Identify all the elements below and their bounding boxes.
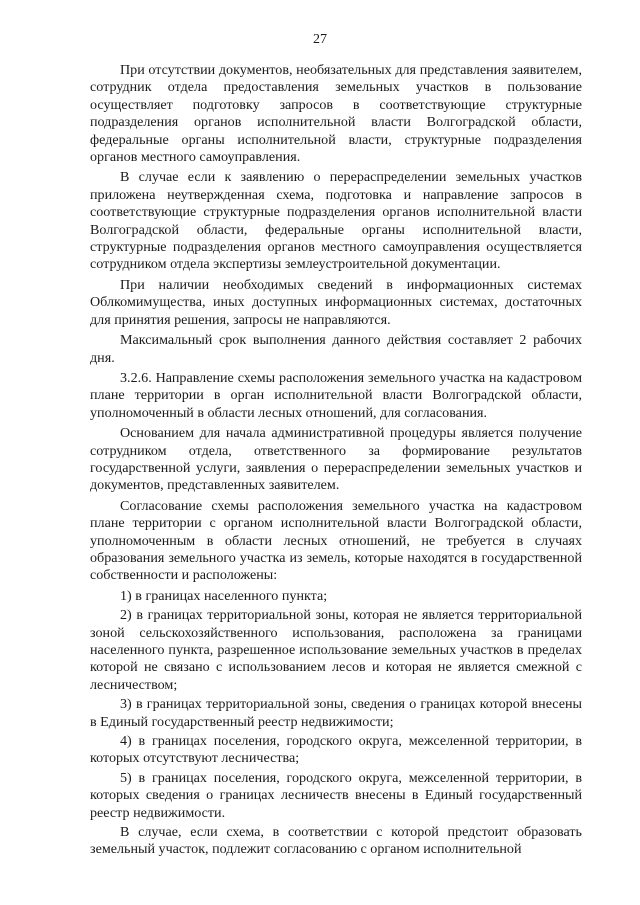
paragraph-missing-documents: При отсутствии документов, необязательных для представления заявителем, сотрудник отдела предоставления земельных участков в пользование осуществляет подготовку запросов в соответствующие структурные подразделения органов исполнительной власти Волгоградской области, федеральные органы исполнительной власти, структурные подразделения органов местного самоуправления. xyxy=(90,62,582,166)
paragraph-procedure-basis: Основанием для начала административной процедуры является получение сотрудником отдела, ответственного за формирование результатов государственной услуги, заявления о перераспределении земельных участков и документов, представленных заявителем. xyxy=(90,425,582,494)
paragraph-approval-not-required: Согласование схемы расположения земельного участка на кадастровом плане территории с органом исполнительной власти Волгоградской области, уполномоченным в области лесных отношений, не требуется в случаях образования земельного участка из земель, которые находятся в государственной собственности и расположены: xyxy=(90,497,582,584)
list-item-5: 5) в границах поселения, городского округа, межселенной территории, в которых сведения о границах лесничеств внесены в Единый государственный реестр недвижимости. xyxy=(90,769,582,821)
paragraph-max-duration: Максимальный срок выполнения данного действия составляет 2 рабочих дня. xyxy=(90,332,582,366)
list-item-4: 4) в границах поселения, городского округа, межселенной территории, в которых отсутствуют лесничества; xyxy=(90,733,582,767)
paragraph-scheme-approval-case: В случае, если схема, в соответствии с которой предстоит образовать земельный участок, подлежит согласованию с органом исполнительной xyxy=(90,824,582,858)
list-item-1: 1) в границах населенного пункта; xyxy=(120,587,328,604)
list-item-2: 2) в границах территориальной зоны, которая не является территориальной зоной сельскохозяйственного использования, расположена за границами населенного пункта, разрешенное использование земельных участков в пределах которой не связано с использованием лесов и которая не является смежной с лесничеством; xyxy=(90,607,582,693)
document-body xyxy=(90,62,582,862)
page-number: 27 xyxy=(313,32,327,47)
list-item-3: 3) в границах территориальной зоны, сведения о границах которой внесены в Единый государственный реестр недвижимости; xyxy=(90,696,582,730)
section-3-2-6-heading: 3.2.6. Направление схемы расположения земельного участка на кадастровом плане территории в орган исполнительной власти Волгоградской области, уполномоченный в области лесных отношений, для согласования. xyxy=(90,369,582,421)
paragraph-information-systems: При наличии необходимых сведений в информационных системах Облкомимущества, иных доступных информационных системах, достаточных для принятия решения, запросы не направляются. xyxy=(90,276,582,328)
paragraph-unapproved-scheme: В случае если к заявлению о перераспределении земельных участков приложена неутвержденная схема, подготовка и направление запросов в соответствующие структурные подразделения органов исполнительной власти Волгоградской области, федеральные органы исполнительной власти, структурные подразделения органов местного самоуправления осуществляется сотрудником отдела экспертизы землеустроительной документации. xyxy=(90,169,582,273)
